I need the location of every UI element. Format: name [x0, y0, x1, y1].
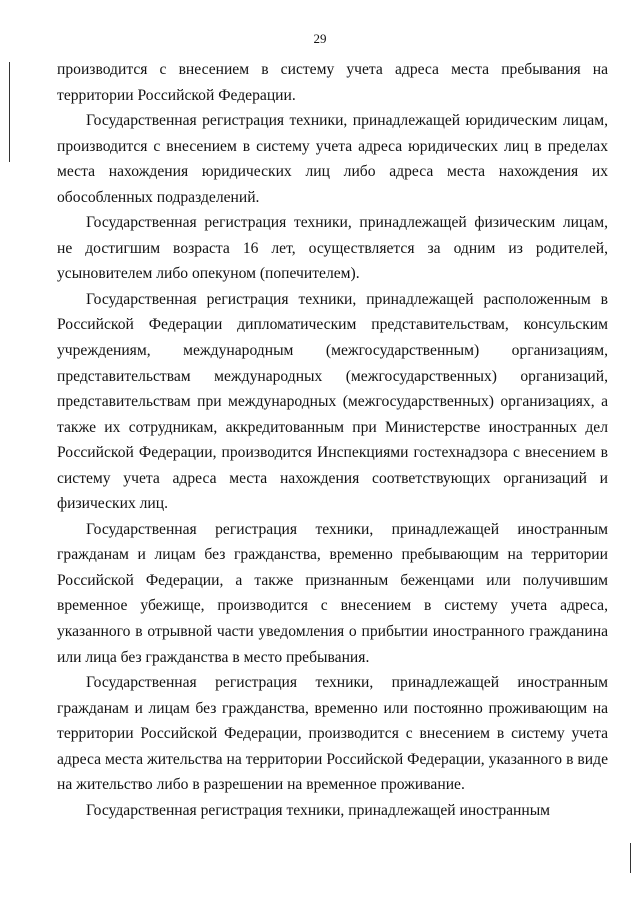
paragraph-continuation: производится с внесением в систему учета адреса места пребывания на территории Российской Федерации.: [57, 61, 608, 104]
paragraph-residing-foreigners: Государственная регистрация техники, принадлежащей иностранным гражданам и лицам без гражданства, временно или постоянно проживающим на территории Российской Федерации, производится с внесением в систему учета адреса места жительства на территории Российской Федерации, указанного в виде на жительство либо в разрешении на временное проживание.: [57, 674, 608, 794]
left-margin-mark: [9, 62, 10, 162]
paragraph-minors: Государственная регистрация техники, принадлежащей физическим лицам, не достигшим возраста 16 лет, осуществляется за одним из родителей, усыновителем либо опекуном (попечителем).: [57, 214, 608, 283]
page-number: 29: [313, 31, 327, 46]
paragraph-legal-entities: Государственная регистрация техники, принадлежащей юридическим лицам, производится с внесением в систему учета адреса юридических лиц в пределах места нахождения юридических лиц либо адреса места нахождения их обособленных подразделений.: [57, 112, 608, 206]
paragraph-foreigners-continued: Государственная регистрация техники, принадлежащей иностранным: [86, 801, 551, 819]
document-body: [57, 57, 608, 823]
right-margin-mark: [630, 843, 631, 873]
paragraph-temporary-stay-foreigners: Государственная регистрация техники, принадлежащей иностранным гражданам и лицам без гражданства, временно пребывающим на территории Российской Федерации, а также признанным беженцами или получившим временное убежище, производится с внесением в систему учета адреса, указанного в отрывной части уведомления о прибытии иностранного гражданина или лица без гражданства в место пребывания.: [57, 520, 608, 666]
paragraph-diplomatic-missions: Государственная регистрация техники, принадлежащей расположенным в Российской Федерации дипломатическим представительствам, консульским учреждениям, международным (межгосударственным) организациям, представительствам международных (межгосударственных) организаций, представительствам при международных (межгосударственных) организациях, а также их сотрудникам, аккредитованным при Министерстве иностранных дел Российской Федерации, производится Инспекциями гостехнадзора с внесением в систему учета адреса места нахождения соответствующих организаций и физических лиц.: [57, 290, 608, 513]
